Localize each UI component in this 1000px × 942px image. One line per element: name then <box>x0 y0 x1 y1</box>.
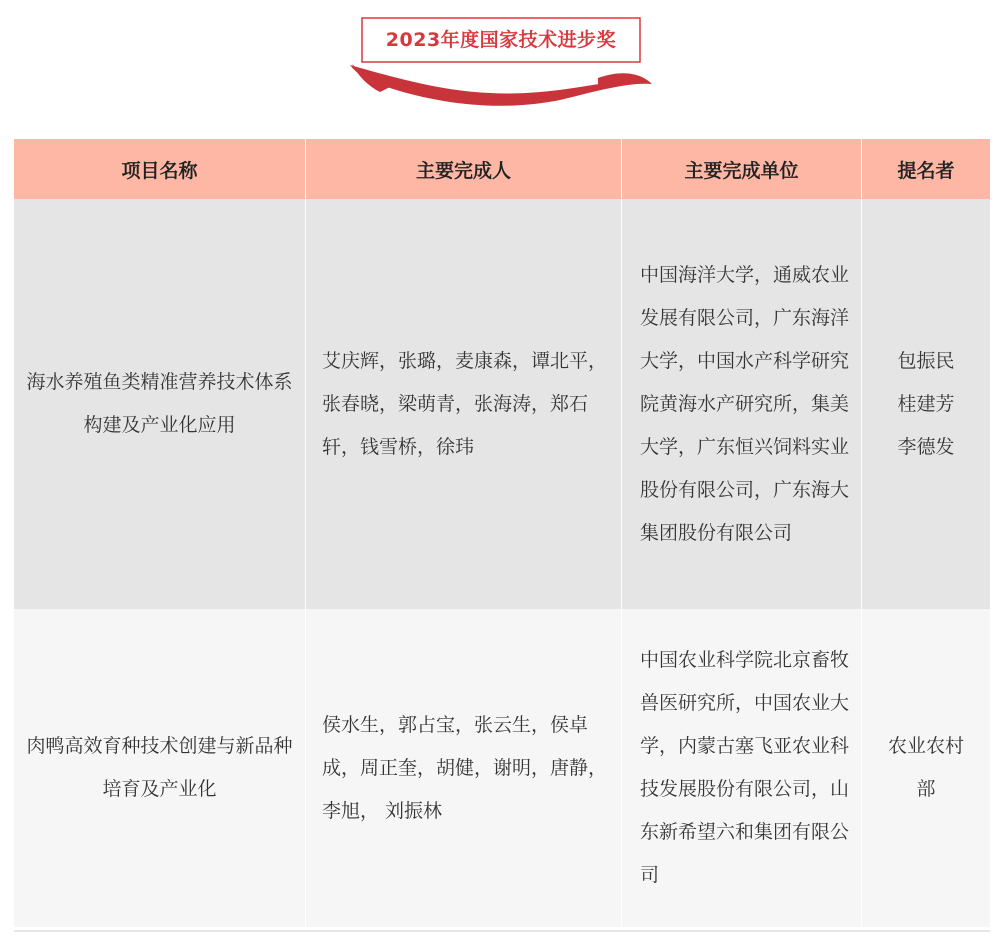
table-row <box>14 199 990 609</box>
header-nominator: 提名者 <box>862 139 990 199</box>
nominator-line: 李德发 <box>897 435 955 458</box>
table-body <box>14 199 990 927</box>
award-banner <box>0 0 1000 110</box>
nominator-line: 农业农村 <box>887 735 964 757</box>
nominator-cell <box>862 199 990 609</box>
table-row <box>14 609 990 927</box>
nominator-cell <box>862 609 990 927</box>
nominator-line: 包振民 <box>897 349 955 372</box>
header-main-units: 主要完成单位 <box>622 139 862 199</box>
contributors-cell: 艾庆辉，张璐，麦康森，谭北平，张春晓，梁萌青，张海涛，郑石轩，钱雪桥，徐玮 <box>306 199 622 609</box>
contributors-cell: 侯水生，郭占宝，张云生，侯卓成，周正奎，胡健，谢明，唐静，李旭， 刘振林 <box>306 609 622 927</box>
units-cell: 中国农业科学院北京畜牧兽医研究所，中国农业大学，内蒙古塞飞亚农业科技发展股份有限公司，山东新希望六和集团有限公司 <box>622 609 862 927</box>
nominator-line: 部 <box>916 778 936 800</box>
header-row <box>14 139 990 199</box>
banner-title: 2023年度国家技术进步奖 <box>385 29 617 51</box>
nominator-line: 桂建芳 <box>897 392 955 415</box>
header-main-contributors: 主要完成人 <box>306 139 622 199</box>
project-name-cell: 海水养殖鱼类精准营养技术体系构建及产业化应用 <box>14 199 306 609</box>
table-header <box>14 139 990 199</box>
project-name-cell: 肉鸭高效育种技术创建与新品种培育及产业化 <box>14 609 306 927</box>
award-table <box>14 139 990 927</box>
header-project-name: 项目名称 <box>14 139 306 199</box>
award-table-container <box>14 139 990 927</box>
units-cell: 中国海洋大学，通威农业发展有限公司，广东海洋大学，中国水产科学研究院黄海水产研究所，集美大学，广东恒兴饲料实业股份有限公司，广东海大集团股份有限公司 <box>622 199 862 609</box>
bottom-divider <box>14 930 990 932</box>
